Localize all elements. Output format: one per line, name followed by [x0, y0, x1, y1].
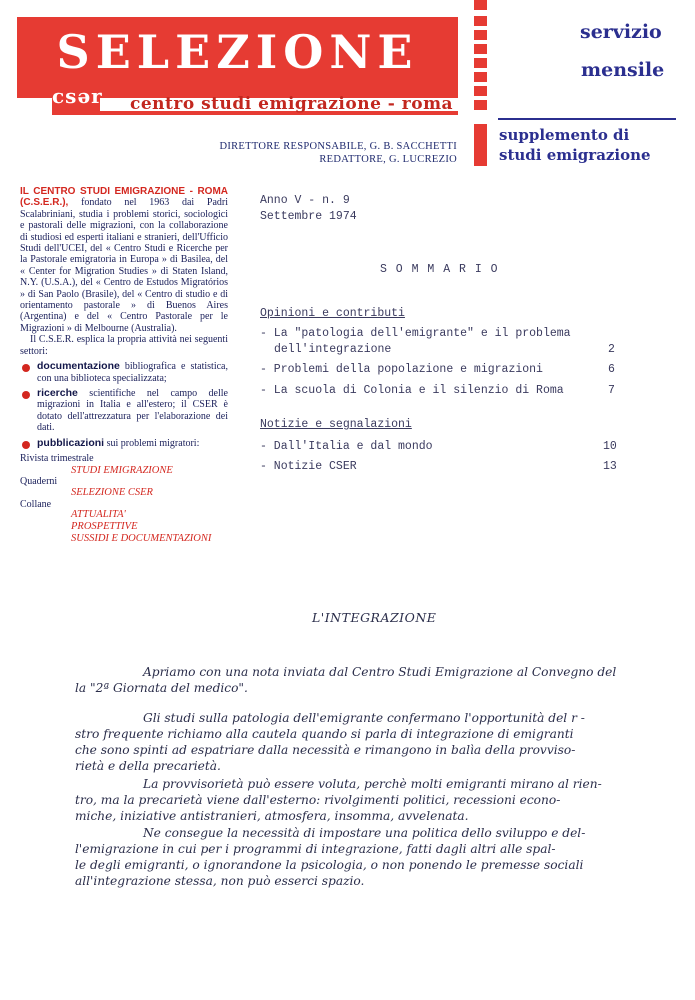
servizio-label: servizio	[580, 21, 662, 43]
article-line: rietà e della precarietà.	[75, 759, 221, 773]
article-line: all'integrazione stessa, non può esserci spazio.	[75, 874, 365, 888]
cser-logo	[52, 80, 103, 115]
summary-section-opinioni: Opinioni e contributi	[260, 307, 405, 320]
summary-item	[260, 363, 680, 376]
article-paragraph-3	[75, 776, 655, 824]
bullet-documentazione	[20, 361, 228, 384]
article-line: tro, ma la precarietà viene dall'esterno: rivolgimenti politici, recessioni econo-	[75, 793, 561, 807]
mensile-label: mensile	[581, 59, 665, 81]
bullet-term: pubblicazioni	[37, 436, 105, 449]
article-paragraph-1	[75, 664, 655, 696]
bullet-text: sui problemi migratori:	[104, 437, 200, 449]
article-line: La provvisorietà può essere voluta, perchè molti emigranti mirano al rien-	[143, 777, 602, 791]
issue-number: Anno V - n. 9	[260, 194, 350, 207]
summary-item-text: - Dall'Italia e dal mondo	[260, 440, 433, 453]
bullet-dot	[22, 391, 30, 399]
rivista-title: STUDI EMIGRAZIONE	[71, 465, 173, 476]
article-line: miche, iniziative antistranieri, atmosfera, insomma, avvelenata.	[75, 809, 469, 823]
cser-activity: Il C.S.E.R. esplica la propria attività nei seguenti settori:	[20, 334, 228, 357]
bullet-term: documentazione	[37, 360, 120, 373]
summary-page-number: 6	[608, 363, 615, 376]
summary-page-number: 7	[608, 384, 615, 397]
summary-item	[274, 343, 680, 356]
article-line: stro frequente richiamo alla cautela quando si parla di integrazione di emigranti	[75, 727, 574, 741]
cser-intro-heading: IL CENTRO STUDI EMIGRAZIONE - ROMA (C.S.E.R.),	[20, 186, 228, 209]
summary-section-notizie: Notizie e segnalazioni	[260, 418, 412, 431]
cser-logo-text: csər	[52, 84, 103, 108]
article-line: Gli studi sulla patologia dell'emigrante confermano l'opportunità del r -	[143, 711, 585, 725]
article-line: Ne consegue la necessità di impostare una politica dello sviluppo e del-	[143, 826, 586, 840]
summary-item	[260, 460, 680, 473]
article-line: l'emigrazione in cui per i programmi di integrazione, fatti dagli altri alle spal-	[75, 842, 556, 856]
summary-page-number: 2	[608, 343, 615, 356]
rivista-label: Rivista trimestrale	[20, 453, 94, 464]
cser-intro	[20, 186, 228, 334]
bullet-term: ricerche	[37, 386, 78, 399]
studi-emigrazione-label: studi emigrazione	[499, 146, 651, 164]
bullet-dot	[22, 364, 30, 372]
masthead-title: SELEZIONE	[56, 25, 419, 79]
bullet-pubblicazioni	[20, 438, 228, 449]
collana-sussidi: SUSSIDI E DOCUMENTAZIONI	[71, 533, 212, 544]
article-paragraph-2	[75, 710, 655, 774]
cser-description	[20, 186, 228, 449]
article-paragraph-4	[75, 825, 655, 889]
summary-item	[260, 384, 680, 397]
summary-page-number: 10	[603, 440, 617, 453]
article-title: L'INTEGRAZIONE	[312, 610, 437, 625]
summary-item-text-cont: dell'integrazione	[274, 343, 392, 356]
bullet-ricerche	[20, 388, 228, 434]
summary-item-text: - La scuola di Colonia e il silenzio di Roma	[260, 384, 564, 397]
summary-item-text: - Notizie CSER	[260, 460, 357, 473]
vertical-divider-bar	[474, 0, 487, 170]
director-line: DIRETTORE RESPONSABILE, G. B. SACCHETTI	[219, 141, 457, 152]
masthead-subtitle: centro studi emigrazione - roma	[130, 94, 454, 114]
article-line: Apriamo con una nota inviata dal Centro Studi Emigrazione al Convegno del	[143, 665, 617, 679]
collane-label: Collane	[20, 499, 52, 510]
editor-line: REDATTORE, G. LUCREZIO	[319, 154, 457, 165]
article-line: la "2ª Giornata del medico".	[75, 681, 248, 695]
quaderni-label: Quaderni	[20, 476, 58, 487]
cser-intro-text: fondato nel 1963 dai Padri Scalabriniani, studia i problemi storici, sociologici e pastorali delle migrazioni, con la collaborazione di studiosi ed esperti italiani e stranieri, dell'Ufficio Studi dell'UCEI, del « Centro Studi e Ricerche per la Pastorale emigratoria in Europa » di Basilea, del « Center for Migration Studies » di Staten Island, N.Y. (U.S.A.), del « Centro de Estudos Migratórios » di San Paolo (Brasile), del « Centro di studio e di orientamento pastorale » di Buenos Aires (Argentina) e del « Centro Pastorale per le Migrazioni » di Melbourne (Australia).	[20, 197, 229, 334]
summary-item	[260, 327, 680, 340]
summary-item	[260, 440, 680, 453]
summary-heading: S O M M A R I O	[380, 263, 499, 276]
issue-date: Settembre 1974	[260, 210, 357, 223]
right-rule	[498, 118, 676, 120]
bullet-dot	[22, 441, 30, 449]
article-line: che sono spinti ad espatriare dalla necessità e rimangono in balìa della provviso-	[75, 743, 576, 757]
collana-prospettive: PROSPETTIVE	[71, 521, 138, 532]
article-line: le degli emigranti, o ignorandone la psicologia, o non ponendo le premesse sociali	[75, 858, 584, 872]
bullet-text: scientifiche nel campo delle migrazioni in Italia e all'estero; il CSER è dotato dell'attrezzatura per l'elaborazione dei dati.	[37, 387, 228, 434]
summary-item-text: - Problemi della popolazione e migrazioni	[260, 363, 543, 376]
quaderni-title: SELEZIONE CSER	[71, 487, 153, 498]
summary-page-number: 13	[603, 460, 617, 473]
supplemento-label: supplemento di	[499, 126, 630, 144]
bullet-text: bibliografica e statistica, con una biblioteca specializzata;	[37, 361, 228, 384]
collana-attualita: ATTUALITA'	[71, 509, 126, 520]
summary-item-text: - La "patologia dell'emigrante" e il problema	[260, 327, 571, 340]
